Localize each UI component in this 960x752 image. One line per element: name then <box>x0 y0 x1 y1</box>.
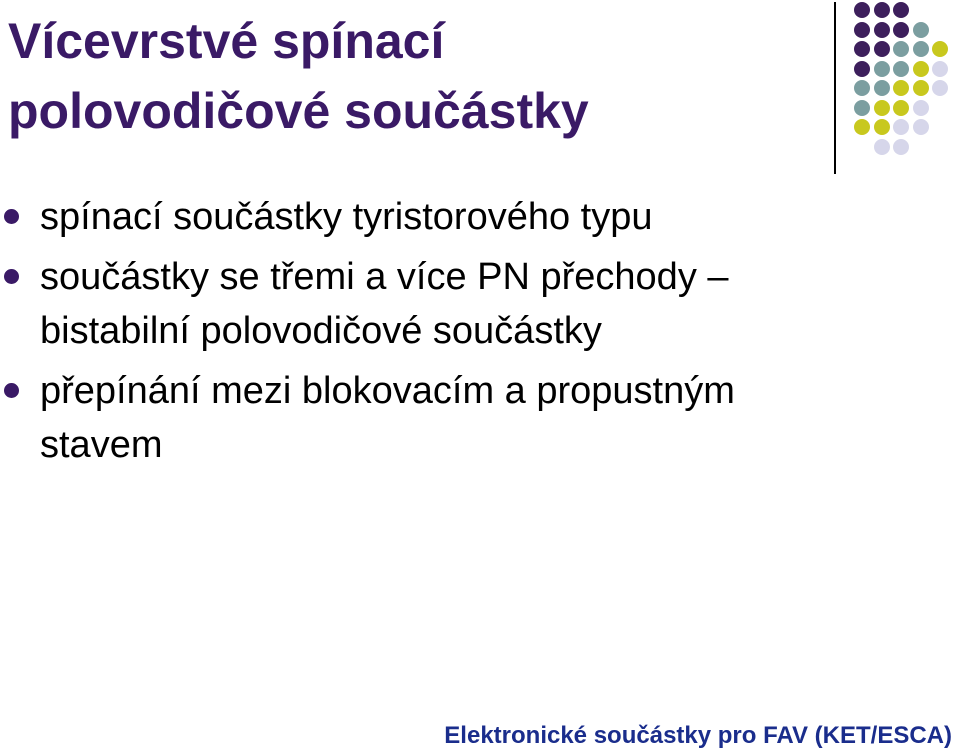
decorative-dot-teal <box>893 41 909 57</box>
decorative-dot-yellow <box>913 61 929 77</box>
decorative-dot-yellow <box>932 41 948 57</box>
decorative-dot-yellow <box>874 100 890 116</box>
decorative-dot-lavender <box>893 139 909 155</box>
decorative-dot-purple <box>893 22 909 38</box>
bullet-item-1 <box>0 190 840 244</box>
decorative-dot-teal <box>854 80 870 96</box>
decorative-dot-teal <box>874 61 890 77</box>
bullet-line: spínací součástky tyristorového typu <box>40 196 653 238</box>
decorative-dot-purple <box>854 22 870 38</box>
decorative-dot-pattern <box>852 0 960 160</box>
decorative-dot-teal <box>913 22 929 38</box>
bullet-item-2 <box>0 250 840 358</box>
bullet-text <box>40 250 840 358</box>
decorative-dot-purple <box>874 22 890 38</box>
bullet-item-3 <box>0 364 840 472</box>
decorative-dot-teal <box>913 41 929 57</box>
slide-title <box>8 6 808 146</box>
decorative-dot-teal <box>874 80 890 96</box>
bullet-list <box>0 190 840 478</box>
bullet-line: bistabilní polovodičové součástky <box>40 310 602 352</box>
bullet-line: stavem <box>40 424 163 466</box>
decorative-dot-yellow <box>874 119 890 135</box>
decorative-dot-lavender <box>893 119 909 135</box>
decorative-dot-lavender <box>874 139 890 155</box>
decorative-dot-yellow <box>913 80 929 96</box>
decorative-dot-purple <box>854 61 870 77</box>
slide-title-line-1: Vícevrstvé spínací <box>8 13 445 69</box>
decorative-dot-purple <box>893 2 909 18</box>
decorative-dot-purple <box>854 2 870 18</box>
bullet-text <box>40 364 840 472</box>
bullet-dot-icon <box>4 209 19 224</box>
decorative-dot-purple <box>854 41 870 57</box>
decorative-dot-lavender <box>932 61 948 77</box>
bullet-text <box>40 190 840 244</box>
decorative-dot-teal <box>854 100 870 116</box>
decorative-dot-lavender <box>913 119 929 135</box>
decorative-dot-purple <box>874 41 890 57</box>
decorative-dot-yellow <box>893 100 909 116</box>
slide-footer: Elektronické součástky pro FAV (KET/ESCA) <box>444 722 952 749</box>
decorative-dot-yellow <box>854 119 870 135</box>
decorative-dot-lavender <box>932 80 948 96</box>
decorative-dot-teal <box>893 61 909 77</box>
title-divider-line <box>834 2 836 174</box>
decorative-dot-lavender <box>913 100 929 116</box>
slide-title-line-2: polovodičové součástky <box>8 83 589 139</box>
bullet-dot-icon <box>4 383 19 398</box>
decorative-dot-purple <box>874 2 890 18</box>
bullet-line: přepínání mezi blokovacím a propustným <box>40 370 735 412</box>
decorative-dot-yellow <box>893 80 909 96</box>
bullet-line: součástky se třemi a více PN přechody – <box>40 256 729 298</box>
bullet-dot-icon <box>4 269 19 284</box>
